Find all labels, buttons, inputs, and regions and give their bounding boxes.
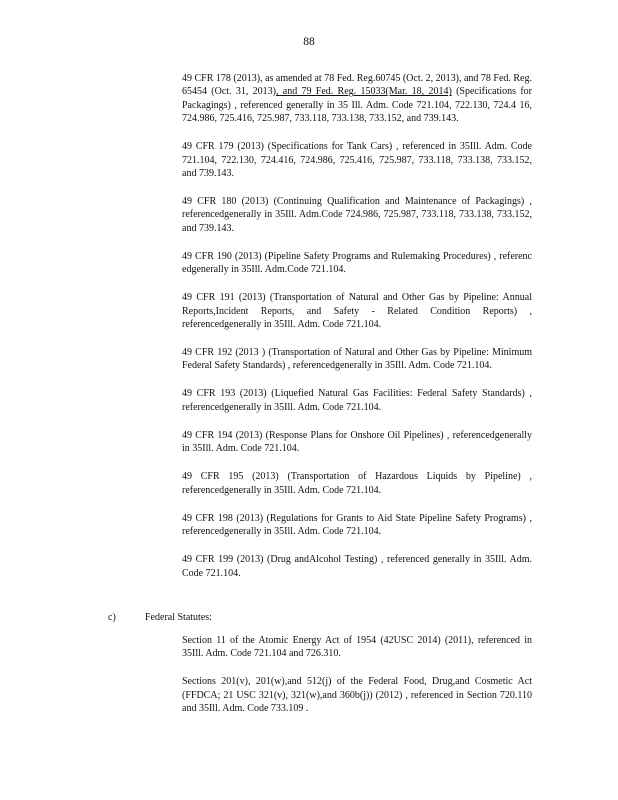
reference-text: Section 11 of the Atomic Energy Act of 1954 (42USC 2014) (2011), referenced in 35Ill. Adm. Code 721.104 and 726.310. [182,635,532,660]
reference-text: 49 CFR 192 (2013 ) (Transportation of Natural and Other Gas by Pipeline: Minimum Federal Safety Standards) , referencedgenerally in 35Ill. Adm. Code 721.104. [182,347,532,372]
reference-text: 49 CFR 180 (2013) (Continuing Qualification and Maintenance of Packagings) , referencedgenerally in 35Ill. Adm.Code 724.986, 725.987, 733.118, 733.138, 733.152, and 739.143. [182,196,532,234]
reference-text: 49 CFR 199 (2013) (Drug andAlcohol Testing) , referenced generally in 35Ill. Adm. Code 721.104. [182,554,532,579]
reference-text: 49 CFR 191 (2013) (Transportation of Natural and Other Gas by Pipeline: Annual Reports,Incident Reports, and Safety - Related Condition Reports) , referencedgenerally in 35Ill. Adm. Code 721.104. [182,292,532,331]
reference-text: 49 CFR 190 (2013) (Pipeline Safety Programs and Rulemaking Procedures) , referenc edgenerally in 35Ill. Adm.Code 721.104. [182,250,532,276]
reference-text: 49 CFR 194 (2013) (Response Plans for Onshore Oil Pipelines) , referencedgenerally in 35Ill. Adm. Code 721.104. [182,429,532,455]
page-number: 88 [303,36,315,48]
cfr-reference-entry [182,429,532,456]
cfr-reference-entry [182,291,532,331]
cfr-reference-entry [182,387,532,414]
cfr-reference-entry [182,512,532,539]
cfr-reference-entry [182,195,532,235]
section-marker: c) [108,612,116,623]
amended-text: , and 79 Fed. Reg. 15033(Mar. 18, 2014) [275,86,452,98]
cfr-reference-entry [182,553,532,580]
reference-text: 49 CFR 193 (2013) (Liquefied Natural Gas Facilities: Federal Safety Standards) , referencedgenerally in 35Ill. Adm. Code 721.104. [182,388,532,413]
statute-reference-entry [182,675,532,715]
reference-text: Sections 201(v), 201(w),and 512(j) of the Federal Food, Drug,and Cosmetic Act (FFDCA; 21 USC 321(v), 321(w),and 360b(j)) (2012) , referenced in Section 720.110 and 35Ill. Adm. Code 733.109 . [182,676,532,715]
reference-text: , and 78 Fed. Reg. 65454 (Oct. 31, 2013) [182,73,532,98]
statute-reference-entry [182,634,532,661]
reference-text: 49 CFR 179 (2013) (Specifications for Tank Cars) , referenced in 35Ill. Adm. Code 721.104, 722.130, 724.416, 724.986, 725.416, 725.987, 733.118, 733.138, 733.152, and 739.143. [182,141,532,180]
cfr-reference-entry [182,140,532,180]
section-title: Federal Statutes: [145,612,212,623]
reference-text: 49 CFR 178 (2013), as amended at 78 Fed. Reg.60745 (Oct. 2, 2013) [182,73,459,84]
statute-reference-list [182,634,532,730]
reference-text: 49 CFR 195 (2013) (Transportation of Hazardous Liquids by Pipeline) , referencedgenerally in 35Ill. Adm. Code 721.104. [182,471,532,496]
cfr-reference-entry [182,250,532,277]
cfr-reference-list [182,72,532,595]
reference-text: 49 CFR 198 (2013) (Regulations for Grants to Aid State Pipeline Safety Programs) , referencedgenerally in 35Ill. Adm. Code 721.104. [182,512,532,538]
cfr-reference-entry [182,346,532,373]
cfr-reference-entry [182,72,532,126]
reference-text: (Specifications for Packagings) , referenced generally in 35 Ill. Adm. Code 721.104, 722.130, 724.4 16, 724.986, 725.416, 725.987, 733.118, 733.138, 733.152, and 739.143. [182,86,532,125]
cfr-reference-entry [182,470,532,497]
